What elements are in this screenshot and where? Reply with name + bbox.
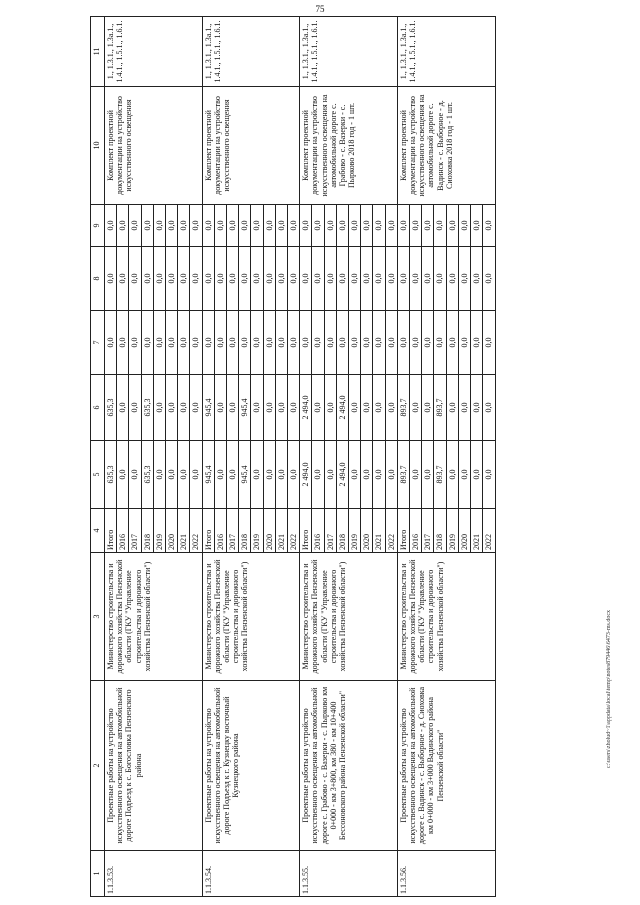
value-regional: 0,0	[361, 375, 373, 441]
year-cell: 2022	[385, 509, 397, 553]
value-other: 0,0	[190, 205, 202, 247]
year-cell: 2016	[410, 509, 422, 553]
value-regional: 0,0	[153, 375, 165, 441]
value-regional: 0,0	[324, 375, 336, 441]
responsible-agency: Министерство строительства и дорожного хозяйства Пензенской области (ГКУ "Управление строительства и дорожного хозяйства Пензенской области")	[105, 553, 203, 681]
value-federal: 0,0	[446, 311, 458, 375]
year-cell: 2017	[422, 509, 434, 553]
value-local: 0,0	[105, 247, 117, 311]
value-total: 0,0	[288, 441, 300, 509]
value-other: 0,0	[117, 205, 129, 247]
value-other: 0,0	[434, 205, 446, 247]
value-local: 0,0	[178, 247, 190, 311]
year-cell: 2020	[361, 509, 373, 553]
value-regional: 0,0	[251, 375, 263, 441]
value-regional: 0,0	[471, 375, 483, 441]
year-cell: Итого	[397, 509, 409, 553]
value-local: 0,0	[385, 247, 397, 311]
value-other: 0,0	[288, 205, 300, 247]
value-federal: 0,0	[300, 311, 312, 375]
value-other: 0,0	[202, 205, 214, 247]
value-regional: 0,0	[410, 375, 422, 441]
value-local: 0,0	[312, 247, 324, 311]
value-local: 0,0	[129, 247, 141, 311]
value-other: 0,0	[397, 205, 409, 247]
value-federal: 0,0	[227, 311, 239, 375]
value-other: 0,0	[349, 205, 361, 247]
program-table	[90, 16, 496, 897]
page-number: 75	[315, 4, 325, 14]
value-regional: 0,0	[190, 375, 202, 441]
value-total: 2 494,0	[300, 441, 312, 509]
value-federal: 0,0	[166, 311, 178, 375]
value-federal: 0,0	[202, 311, 214, 375]
value-regional: 635,3	[141, 375, 153, 441]
value-other: 0,0	[446, 205, 458, 247]
year-cell: 2020	[458, 509, 470, 553]
value-other: 0,0	[239, 205, 251, 247]
value-local: 0,0	[227, 247, 239, 311]
header-row	[91, 17, 105, 897]
value-total: 0,0	[117, 441, 129, 509]
value-local: 0,0	[214, 247, 226, 311]
year-cell: 2021	[275, 509, 287, 553]
value-total: 0,0	[263, 441, 275, 509]
value-local: 0,0	[202, 247, 214, 311]
item-number: 1.1.3.53.	[105, 851, 203, 897]
year-cell: 2022	[190, 509, 202, 553]
value-other: 0,0	[373, 205, 385, 247]
col-header: 3	[91, 553, 105, 681]
value-total: 0,0	[361, 441, 373, 509]
item-name: Проектные работы на устройство искусственного освещения на автомобильной дороге Подъезд к с. Богословка Пензенского района	[105, 681, 203, 851]
value-total: 945,4	[202, 441, 214, 509]
year-cell: 2017	[324, 509, 336, 553]
value-regional: 0,0	[129, 375, 141, 441]
year-cell: 2022	[288, 509, 300, 553]
indicator-links: 1., 1.3.1., 1.3а.1., 1.4.1., 1.5.1., 1.6.1.	[397, 17, 495, 87]
value-federal: 0,0	[129, 311, 141, 375]
value-other: 0,0	[263, 205, 275, 247]
value-federal: 0,0	[178, 311, 190, 375]
value-regional: 893,7	[434, 375, 446, 441]
value-local: 0,0	[251, 247, 263, 311]
value-other: 0,0	[129, 205, 141, 247]
value-total: 0,0	[422, 441, 434, 509]
value-federal: 0,0	[397, 311, 409, 375]
expected-result: Комплект проектной документации на устройство искусственного освещения на автомобильной дороге с. Вадинск - с. Выборное - д. Сиоховка 2018 год - 1 шт.	[397, 87, 495, 205]
value-federal: 0,0	[214, 311, 226, 375]
value-local: 0,0	[434, 247, 446, 311]
value-regional: 0,0	[422, 375, 434, 441]
value-total: 0,0	[312, 441, 324, 509]
value-other: 0,0	[227, 205, 239, 247]
value-total: 0,0	[385, 441, 397, 509]
value-local: 0,0	[336, 247, 348, 311]
footer-file-path: c:\users\zholud~1\appdata\local\temp\notes879446\6473-ms.docx	[606, 610, 612, 769]
col-header: 5	[91, 441, 105, 509]
value-other: 0,0	[214, 205, 226, 247]
value-total: 0,0	[214, 441, 226, 509]
indicator-links: 1., 1.3.1., 1.3а.1., 1.4.1., 1.5.1., 1.6.1.	[300, 17, 398, 87]
year-cell: 2016	[312, 509, 324, 553]
value-regional: 2 494,0	[336, 375, 348, 441]
value-local: 0,0	[471, 247, 483, 311]
value-total: 0,0	[275, 441, 287, 509]
value-other: 0,0	[300, 205, 312, 247]
value-local: 0,0	[275, 247, 287, 311]
value-total: 0,0	[471, 441, 483, 509]
rotated-table-container	[90, 17, 610, 897]
value-federal: 0,0	[471, 311, 483, 375]
value-regional: 0,0	[373, 375, 385, 441]
value-total: 945,4	[239, 441, 251, 509]
value-regional: 945,4	[239, 375, 251, 441]
value-federal: 0,0	[434, 311, 446, 375]
table-row	[202, 17, 214, 897]
value-federal: 0,0	[288, 311, 300, 375]
year-cell: 2021	[178, 509, 190, 553]
value-local: 0,0	[410, 247, 422, 311]
year-cell: Итого	[300, 509, 312, 553]
item-name: Проектные работы на устройство искусственного освещения на автомобильной дороге Подъезд к г. Кузнецку восточный Кузнецкого района	[202, 681, 300, 851]
value-local: 0,0	[190, 247, 202, 311]
value-other: 0,0	[385, 205, 397, 247]
col-header: 1	[91, 851, 105, 897]
year-cell: 2017	[227, 509, 239, 553]
value-regional: 0,0	[446, 375, 458, 441]
year-cell: 2021	[471, 509, 483, 553]
value-total: 893,7	[397, 441, 409, 509]
value-other: 0,0	[178, 205, 190, 247]
year-cell: 2021	[373, 509, 385, 553]
value-other: 0,0	[312, 205, 324, 247]
col-header: 7	[91, 311, 105, 375]
value-other: 0,0	[105, 205, 117, 247]
value-regional: 945,4	[202, 375, 214, 441]
value-total: 0,0	[483, 441, 495, 509]
value-regional: 0,0	[166, 375, 178, 441]
col-header: 11	[91, 17, 105, 87]
responsible-agency: Министерство строительства и дорожного хозяйства Пензенской области (ГКУ "Управление строительства и дорожного хозяйства Пензенской области")	[202, 553, 300, 681]
value-regional: 0,0	[349, 375, 361, 441]
col-header: 2	[91, 681, 105, 851]
value-federal: 0,0	[385, 311, 397, 375]
year-cell: 2019	[446, 509, 458, 553]
value-local: 0,0	[166, 247, 178, 311]
indicator-links: 1., 1.3.1., 1.3а.1., 1.4.1., 1.5.1., 1.6.1.	[105, 17, 203, 87]
year-cell: 2016	[117, 509, 129, 553]
value-total: 0,0	[349, 441, 361, 509]
value-other: 0,0	[324, 205, 336, 247]
value-regional: 893,7	[397, 375, 409, 441]
value-total: 0,0	[373, 441, 385, 509]
value-other: 0,0	[336, 205, 348, 247]
value-total: 0,0	[166, 441, 178, 509]
year-cell: 2019	[349, 509, 361, 553]
value-total: 0,0	[324, 441, 336, 509]
year-cell: 2019	[153, 509, 165, 553]
value-federal: 0,0	[251, 311, 263, 375]
value-total: 0,0	[458, 441, 470, 509]
value-total: 0,0	[153, 441, 165, 509]
year-cell: 2016	[214, 509, 226, 553]
year-cell: 2020	[166, 509, 178, 553]
value-other: 0,0	[458, 205, 470, 247]
expected-result: Комплект проектной документации на устройство искусственного освещения на автомобильной дороге с. Грабово - с. Вазерки - с. Пырково 2018 год - 1 шт.	[300, 87, 398, 205]
value-local: 0,0	[141, 247, 153, 311]
year-cell: 2022	[483, 509, 495, 553]
value-local: 0,0	[288, 247, 300, 311]
item-number: 1.1.3.56.	[397, 851, 495, 897]
responsible-agency: Министерство строительства и дорожного хозяйства Пензенской области (ГКУ "Управление строительства и дорожного хозяйства Пензенской области")	[397, 553, 495, 681]
value-federal: 0,0	[105, 311, 117, 375]
value-total: 2 494,0	[336, 441, 348, 509]
value-federal: 0,0	[239, 311, 251, 375]
value-regional: 0,0	[483, 375, 495, 441]
value-local: 0,0	[422, 247, 434, 311]
value-federal: 0,0	[361, 311, 373, 375]
expected-result: Комплект проектной документации на устройство искусственного освещения	[202, 87, 300, 205]
year-cell: Итого	[105, 509, 117, 553]
value-local: 0,0	[483, 247, 495, 311]
value-regional: 0,0	[312, 375, 324, 441]
value-federal: 0,0	[190, 311, 202, 375]
value-federal: 0,0	[422, 311, 434, 375]
value-other: 0,0	[275, 205, 287, 247]
value-other: 0,0	[251, 205, 263, 247]
value-local: 0,0	[361, 247, 373, 311]
value-local: 0,0	[153, 247, 165, 311]
value-regional: 0,0	[178, 375, 190, 441]
col-header: 8	[91, 247, 105, 311]
year-cell: 2018	[141, 509, 153, 553]
value-other: 0,0	[410, 205, 422, 247]
table-body	[105, 17, 496, 897]
value-federal: 0,0	[410, 311, 422, 375]
item-number: 1.1.3.54.	[202, 851, 300, 897]
value-local: 0,0	[239, 247, 251, 311]
value-federal: 0,0	[117, 311, 129, 375]
value-federal: 0,0	[336, 311, 348, 375]
value-local: 0,0	[397, 247, 409, 311]
expected-result: Комплект проектной документации на устройство искусственного освещения	[105, 87, 203, 205]
col-header: 10	[91, 87, 105, 205]
value-regional: 0,0	[214, 375, 226, 441]
value-federal: 0,0	[312, 311, 324, 375]
item-name: Проектные работы на устройство искусственного освещения на автомобильной дороге с. Вадинск - с. Выборное - д. Сиоховка км 0+000 - км 3+000 Вадинского района Пензенской области"	[397, 681, 495, 851]
value-total: 635,3	[105, 441, 117, 509]
value-regional: 635,3	[105, 375, 117, 441]
value-other: 0,0	[471, 205, 483, 247]
value-total: 893,7	[434, 441, 446, 509]
col-header: 9	[91, 205, 105, 247]
table-row	[105, 17, 117, 897]
value-local: 0,0	[373, 247, 385, 311]
year-cell: 2020	[263, 509, 275, 553]
value-total: 0,0	[129, 441, 141, 509]
value-total: 0,0	[190, 441, 202, 509]
value-regional: 0,0	[227, 375, 239, 441]
value-federal: 0,0	[275, 311, 287, 375]
value-regional: 0,0	[117, 375, 129, 441]
value-federal: 0,0	[458, 311, 470, 375]
year-cell: 2019	[251, 509, 263, 553]
value-other: 0,0	[422, 205, 434, 247]
value-federal: 0,0	[141, 311, 153, 375]
value-regional: 0,0	[385, 375, 397, 441]
value-total: 635,3	[141, 441, 153, 509]
value-federal: 0,0	[349, 311, 361, 375]
item-name: Проектные работы на устройство искусственного освещения на автомобильной дороге с. Грабово - с. Вазерки - с. Пырково км 0+000 - км 3+800, км 380 - км 10+400 Бессоновского района Пензенской области"	[300, 681, 398, 851]
value-local: 0,0	[446, 247, 458, 311]
item-number: 1.1.3.55.	[300, 851, 398, 897]
col-header: 6	[91, 375, 105, 441]
value-total: 0,0	[446, 441, 458, 509]
year-cell: Итого	[202, 509, 214, 553]
value-local: 0,0	[458, 247, 470, 311]
value-local: 0,0	[324, 247, 336, 311]
year-cell: 2018	[336, 509, 348, 553]
value-local: 0,0	[349, 247, 361, 311]
value-other: 0,0	[361, 205, 373, 247]
table-row	[300, 17, 312, 897]
value-other: 0,0	[483, 205, 495, 247]
value-local: 0,0	[263, 247, 275, 311]
value-total: 0,0	[251, 441, 263, 509]
value-federal: 0,0	[483, 311, 495, 375]
responsible-agency: Министерство строительства и дорожного хозяйства Пензенской области (ГКУ "Управление строительства и дорожного хозяйства Пензенской области")	[300, 553, 398, 681]
value-regional: 2 494,0	[300, 375, 312, 441]
value-federal: 0,0	[153, 311, 165, 375]
value-other: 0,0	[166, 205, 178, 247]
value-other: 0,0	[141, 205, 153, 247]
col-header: 4	[91, 509, 105, 553]
value-local: 0,0	[117, 247, 129, 311]
value-federal: 0,0	[324, 311, 336, 375]
value-regional: 0,0	[263, 375, 275, 441]
indicator-links: 1., 1.3.1., 1.3а.1., 1.4.1., 1.5.1., 1.6.1.	[202, 17, 300, 87]
value-federal: 0,0	[373, 311, 385, 375]
value-regional: 0,0	[288, 375, 300, 441]
value-local: 0,0	[300, 247, 312, 311]
table-row	[397, 17, 409, 897]
value-total: 0,0	[178, 441, 190, 509]
value-total: 0,0	[410, 441, 422, 509]
value-regional: 0,0	[458, 375, 470, 441]
value-regional: 0,0	[275, 375, 287, 441]
year-cell: 2018	[239, 509, 251, 553]
value-total: 0,0	[227, 441, 239, 509]
year-cell: 2017	[129, 509, 141, 553]
value-other: 0,0	[153, 205, 165, 247]
value-federal: 0,0	[263, 311, 275, 375]
year-cell: 2018	[434, 509, 446, 553]
